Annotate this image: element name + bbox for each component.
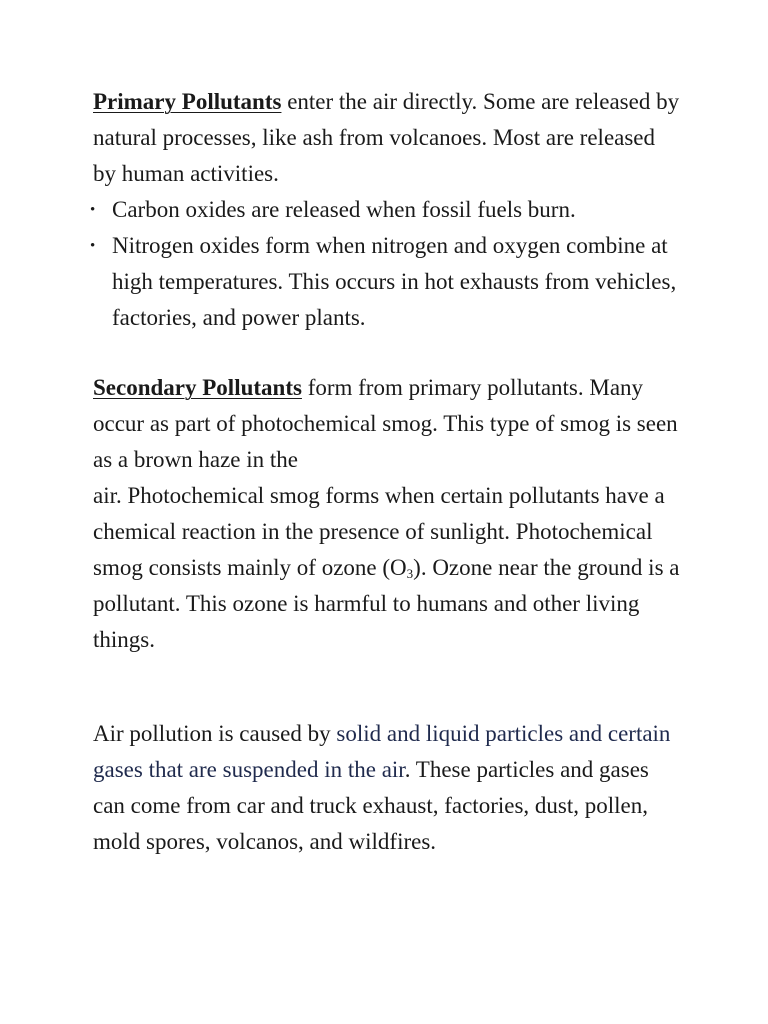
secondary-pollutants-text-b: air. Photochemical smog forms when certain pollutants have a chemical reaction in the presence of sunlight. Photochemical smog consists mainly of ozone (O xyxy=(93,483,665,580)
list-item xyxy=(90,192,683,228)
bullet-icon: • xyxy=(90,238,96,254)
primary-pollutants-paragraph xyxy=(93,84,683,192)
secondary-pollutants-term: Secondary Pollutants xyxy=(93,375,302,400)
causes-text-a: Air pollution is caused by xyxy=(93,721,337,746)
list-item xyxy=(90,228,683,336)
primary-pollutants-term: Primary Pollutants xyxy=(93,89,282,114)
list-item-text: Carbon oxides are released when fossil fuels burn. xyxy=(112,197,576,222)
primary-pollutants-intro: enter the air directly. Some are released by natural processes, like ash from volcanoes. Most are released by human activities. xyxy=(93,89,680,186)
air-pollution-causes-paragraph xyxy=(93,716,683,860)
secondary-pollutants-text-c: ). Ozone near the ground is a pollutant. This ozone is harmful to humans and other living things. xyxy=(93,555,680,652)
secondary-pollutants-paragraph xyxy=(93,370,683,658)
document-page xyxy=(90,84,683,860)
secondary-pollutants-text-a: form from primary pollutants. Many occur as part of photochemical smog. This type of smog is seen as a brown haze in the xyxy=(93,375,678,472)
list-item-text: Nitrogen oxides form when nitrogen and oxygen combine at high temperatures. This occurs in hot exhausts from vehicles, factories, and power plants. xyxy=(112,233,677,330)
ozone-subscript: 3 xyxy=(406,566,414,581)
causes-highlight: solid and liquid particles and certain gases that are suspended in the air xyxy=(93,721,671,782)
primary-pollutants-list xyxy=(90,192,683,336)
bullet-icon: • xyxy=(90,202,96,218)
causes-text-b: . These particles and gases can come from car and truck exhaust, factories, dust, pollen, mold spores, volcanos, and wildfires. xyxy=(93,757,649,854)
